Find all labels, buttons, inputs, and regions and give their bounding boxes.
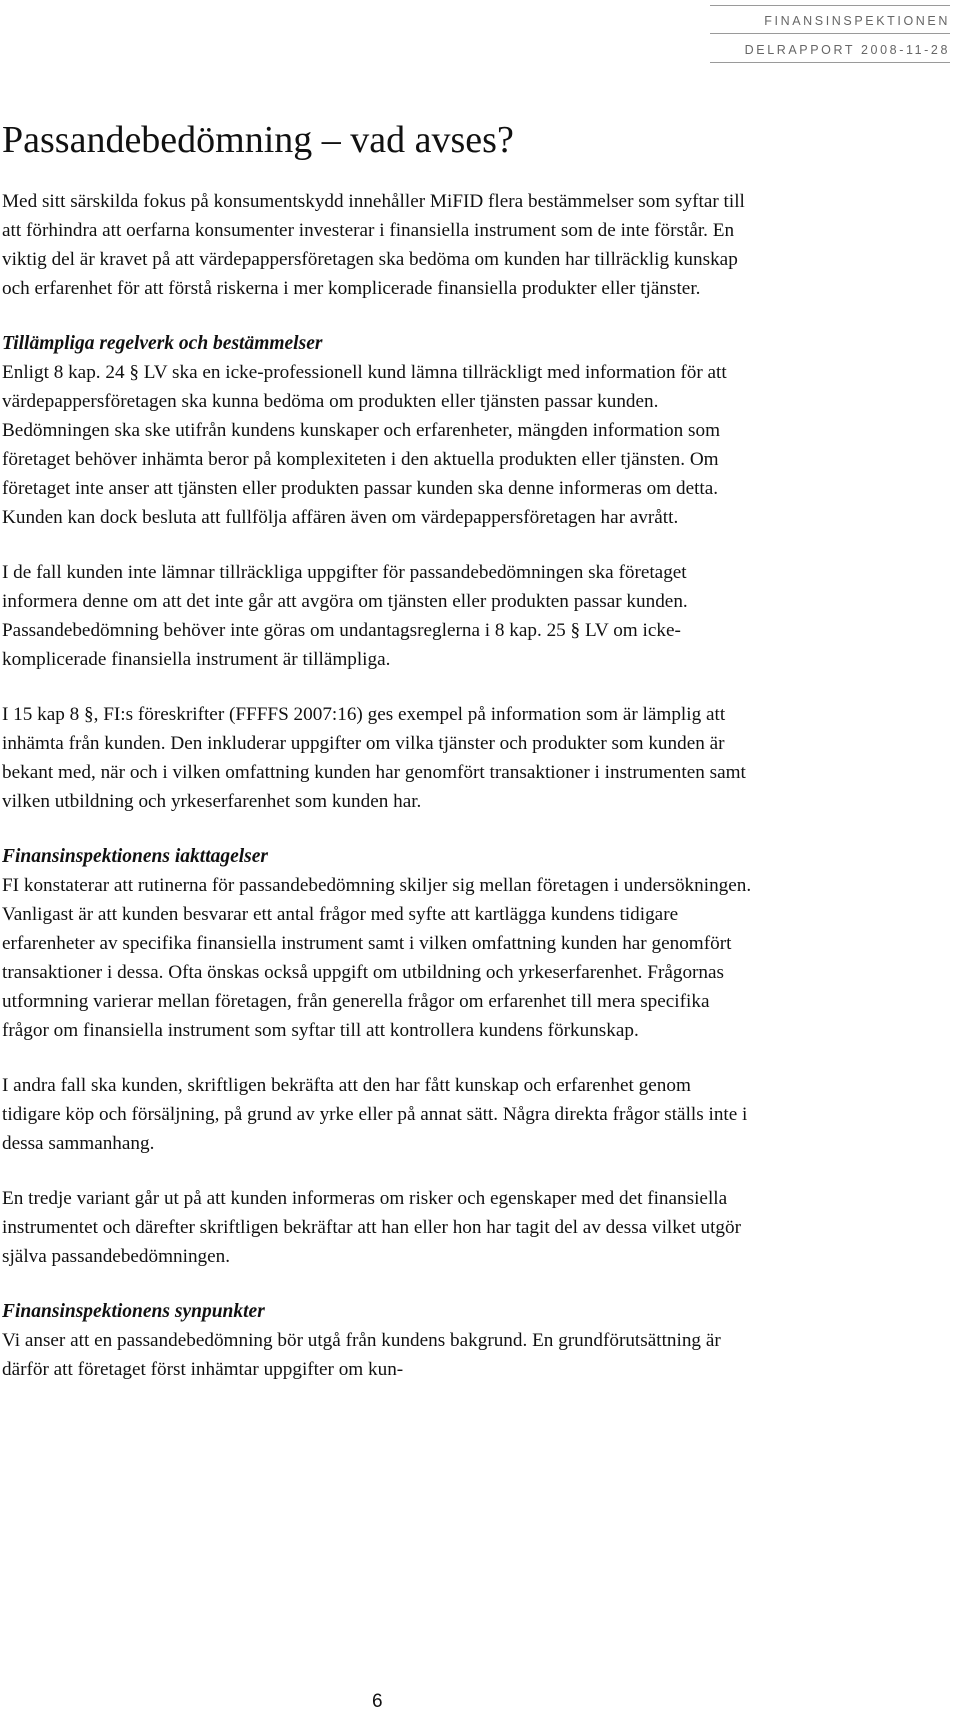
regelverk-paragraph-2: I de fall kunden inte lämnar tillräckliga uppgifter för passandebedömningen ska företaget informera denne om att det inte går att avgöra om tjänsten eller produkten passar kunden. Passandebedömning behöver inte göras om undantagsreglerna i 8 kap. 25 § LV om icke-komplicerade finansiella instrument är tillämpliga.	[2, 562, 688, 670]
header-rule-bottom	[710, 62, 950, 63]
section-heading-iakttagelser: Finansinspektionens iakttagelser	[2, 846, 269, 867]
header-rule-top	[710, 5, 950, 6]
page-body	[2, 117, 754, 1410]
running-header	[707, 0, 960, 64]
header-org: FINANSINSPEKTIONEN	[764, 14, 950, 28]
regelverk-paragraph-3: I 15 kap 8 §, FI:s föreskrifter (FFFFS 2007:16) ges exempel på information som är lämplig att inhämta från kunden. Den inkluderar uppgifter om vilka tjänster och produkter som kunden är bekant med, när och i vilken omfattning kunden har genomfört transaktioner i instrumenten samt vilken utbildning och yrkeserfarenhet som kunden har.	[2, 704, 746, 812]
page-number: 6	[372, 1691, 383, 1712]
header-report: DELRAPPORT 2008-11-28	[744, 43, 950, 57]
iakttagelser-paragraph-3: En tredje variant går ut på att kunden informeras om risker och egenskaper med det finansiella instrumentet och därefter skriftligen bekräftar att han eller hon har tagit del av dessa vilket utgör själva passandebedömningen.	[2, 1188, 741, 1267]
iakttagelser-paragraph-1: FI konstaterar att rutinerna för passandebedömning skiljer sig mellan företagen i undersökningen. Vanligast är att kunden besvarar ett antal frågor med syfte att kartlägga kundens tidigare erfarenheter av specifika finansiella instrument samt i vilken omfattning kunden har genomfört transaktioner i dessa. Ofta önskas också uppgift om utbildning och yrkeserfarenhet. Frågornas utformning varierar mellan företagen, från generella frågor om erfarenhet till mera specifika frågor om finansiella instrument som syftar till att kontrollera kundens förkunskap.	[2, 875, 752, 1041]
section-heading-regelverk: Tillämpliga regelverk och bestämmelser	[2, 333, 323, 354]
intro-paragraph: Med sitt särskilda fokus på konsumentskydd innehåller MiFID flera bestämmelser som syftar till att förhindra att oerfarna konsumenter investerar i finansiella instrument som de inte förstår. En viktig del är kravet på att värdepappersföretagen ska bedöma om kunden har tillräcklig kunskap och erfarenhet för att förstå riskerna i mer komplicerade finansiella produkter eller tjänster.	[2, 191, 745, 299]
page-title: Passandebedömning – vad avses?	[2, 119, 514, 161]
regelverk-paragraph-1: Enligt 8 kap. 24 § LV ska en icke-professionell kund lämna tillräckligt med information för att värdepappersföretagen ska kunna bedöma om produkten eller tjänsten passar kunden. Bedömningen ska ske utifrån kundens kunskaper och erfarenheter, mängden information som företaget behöver inhämta beror på komplexiteten i den aktuella produkten eller tjänsten. Om företaget inte anser att tjänsten eller produkten passar kunden ska denne informeras om detta. Kunden kan dock besluta att fullfölja affären även om värdepappersföretagen har avrått.	[2, 362, 727, 528]
section-heading-synpunkter: Finansinspektionens synpunkter	[2, 1301, 265, 1322]
synpunkter-paragraph-1: Vi anser att en passandebedömning bör utgå från kundens bakgrund. En grundförutsättning är därför att företaget först inhämtar uppgifter om kun-	[2, 1330, 721, 1380]
header-rule-middle	[710, 33, 950, 34]
iakttagelser-paragraph-2: I andra fall ska kunden, skriftligen bekräfta att den har fått kunskap och erfarenhet genom tidigare köp och försäljning, på grund av yrke eller på annat sätt. Några direkta frågor ställs inte i dessa sammanhang.	[2, 1075, 748, 1154]
